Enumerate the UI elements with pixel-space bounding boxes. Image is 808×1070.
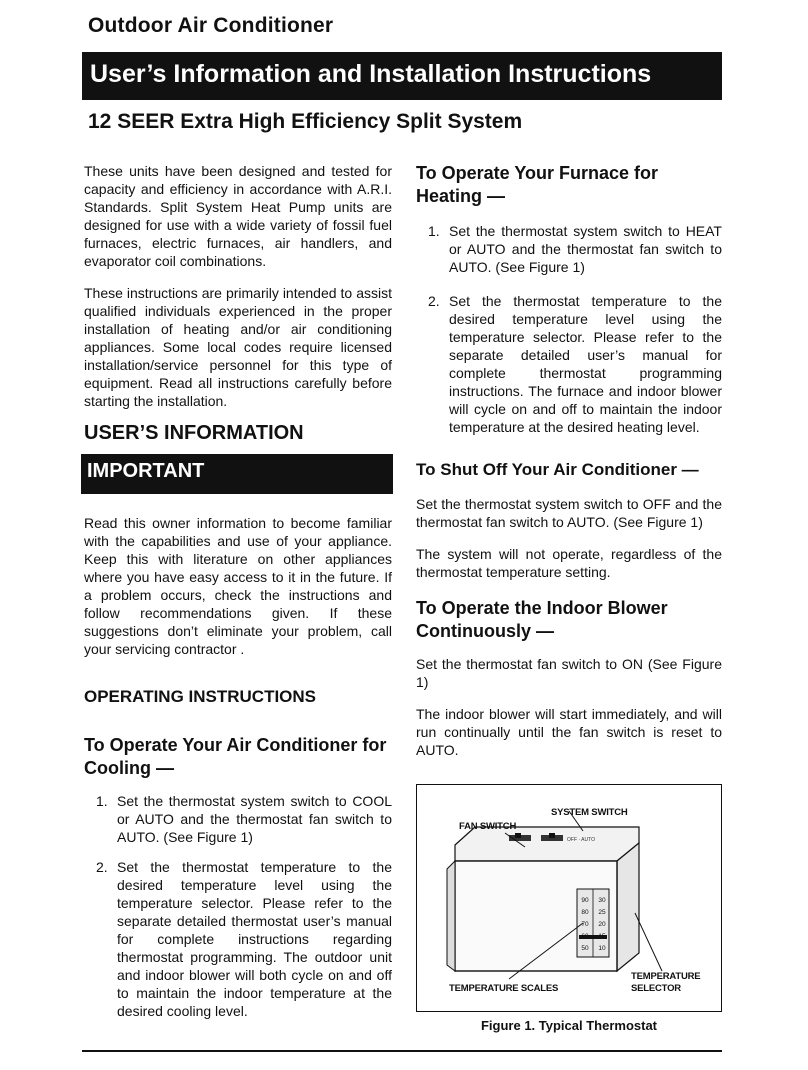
intro-paragraph-2: These instructions are primarily intended to assist qualified individuals experienced in the proper installation of heating and/or air conditioning appliances. Some local codes require licensed installation/service personnel for this type of equipment. Read all instructions carefully before starting the installation.	[84, 285, 392, 409]
list-item	[84, 792, 392, 846]
blower-paragraph-2: The indoor blower will start immediately, and will run continually until the fan switch is reset to AUTO.	[416, 706, 722, 758]
scale-tick-label: 80	[581, 909, 589, 916]
users-information-heading: USER’S INFORMATION	[84, 422, 304, 444]
scale-tick-label: 50	[581, 945, 589, 952]
step-text: Set the thermostat temperature to the desired temperature level using the temperature selector. Please refer to the separate detailed thermostat user’s manual for complete instructions regarding thermostat programming. The outdoor unit and indoor blower will both cycle on and off to maintain the indoor temperature at the desired cooling level.	[117, 859, 392, 1019]
system-switch-label: SYSTEM SWITCH	[551, 807, 628, 818]
step-text: Set the thermostat system switch to HEAT or AUTO and the thermostat fan switch to AUTO. (See Figure 1)	[449, 223, 722, 275]
document-subtitle: 12 SEER Extra High Efficiency Split System	[88, 110, 523, 133]
shutoff-paragraph-2: The system will not operate, regardless of the thermostat temperature setting.	[416, 546, 722, 580]
step-text: Set the thermostat system switch to COOL or AUTO and the thermostat fan switch to AUTO. (See Figure 1)	[117, 793, 392, 845]
list-item	[416, 292, 722, 436]
operating-instructions-heading: OPERATING INSTRUCTIONS	[84, 687, 317, 706]
important-heading: IMPORTANT	[81, 454, 393, 494]
step-number: 2.	[96, 859, 108, 875]
step-number: 1.	[96, 793, 108, 809]
product-line-title: Outdoor Air Conditioner	[88, 14, 334, 37]
right-column	[416, 162, 722, 773]
scale-tick-label: 90	[581, 897, 589, 904]
cooling-steps-list	[84, 792, 392, 1020]
svg-text:OFF · AUTO: OFF · AUTO	[567, 837, 595, 843]
temperature-scales-label: TEMPERATURE SCALES	[449, 983, 559, 994]
scale-tick-label: 20	[598, 921, 606, 928]
intro-paragraph-1: These units have been designed and tested for capacity and efficiency in accordance with A.R.I. Standards. Split System Heat Pump units are designed for use with a wide variety of fossil fuel furnaces, electric furnaces, air handlers, and evaporator coil combinations.	[84, 163, 392, 269]
scale-tick-label: 25	[598, 909, 606, 916]
thermostat-figure	[416, 784, 722, 1012]
scale-tick-label: 30	[598, 897, 606, 904]
temperature-selector-label-line1: TEMPERATURE	[631, 971, 701, 982]
left-column	[84, 162, 392, 1032]
document-banner-title: User’s Information and Installation Instructions	[82, 52, 722, 100]
list-item	[84, 858, 392, 1020]
heating-steps-list	[416, 222, 722, 436]
fan-switch-label: FAN SWITCH	[459, 821, 517, 832]
important-paragraph: Read this owner information to become familiar with the capabilities and use of your appliance. Keep this with literature on other appliances where you have easy access to it in the future. If a problem occurs, check the instructions and follow recommendations given. If these suggestions don’t eliminate your problem, call your servicing contractor .	[84, 515, 392, 657]
bottom-divider	[82, 1050, 722, 1052]
temperature-scale-celsius	[595, 895, 609, 955]
cooling-heading: To Operate Your Air Conditioner for Cooling —	[84, 735, 387, 778]
scale-tick-label: 60	[581, 933, 589, 940]
scale-tick-label: 15	[598, 933, 606, 940]
scale-tick-label: 10	[598, 945, 606, 952]
scale-tick-label: 70	[581, 921, 589, 928]
shutoff-paragraph-1: Set the thermostat system switch to OFF and the thermostat fan switch to AUTO. (See Figure 1)	[416, 496, 722, 530]
figure-caption: Figure 1. Typical Thermostat	[480, 1018, 658, 1033]
list-item	[416, 222, 722, 276]
shutoff-heading: To Shut Off Your Air Conditioner —	[416, 460, 699, 479]
heating-heading: To Operate Your Furnace for Heating —	[416, 163, 659, 206]
temperature-scale-fahrenheit	[578, 895, 592, 955]
temperature-selector-label-line2: SELECTOR	[631, 983, 681, 994]
step-number: 1.	[428, 223, 440, 239]
blower-heading: To Operate the Indoor Blower Continuously —	[416, 598, 668, 641]
blower-paragraph-1: Set the thermostat fan switch to ON (See Figure 1)	[416, 656, 722, 690]
step-number: 2.	[428, 293, 440, 309]
step-text: Set the thermostat temperature to the desired temperature level using the temperature selector. Please refer to the separate detailed user’s manual for complete thermostat programming instructions. The furnace and indoor blower will cycle on and off to maintain the indoor temperature at the desired heating level.	[449, 293, 722, 435]
